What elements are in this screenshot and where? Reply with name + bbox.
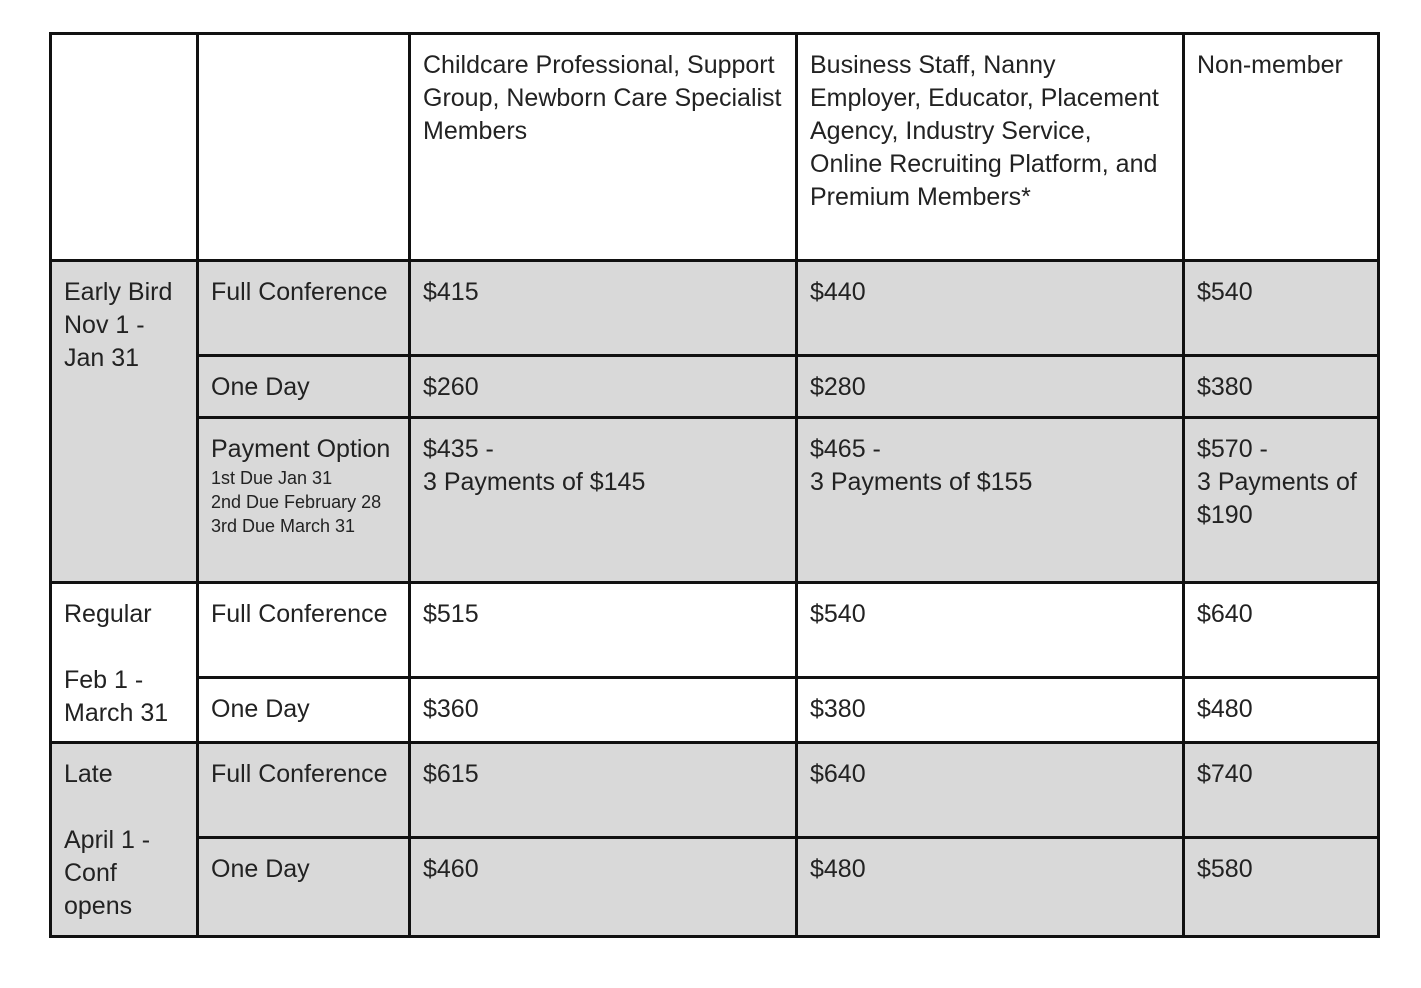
period-range-mid: Conf (64, 859, 117, 887)
header-cell-option (198, 34, 410, 261)
due-date-note: 3rd Due March 31 (211, 516, 356, 536)
table-row (51, 678, 1379, 743)
option-label: One Day (198, 838, 410, 937)
header-cell-tier3: Non-member (1184, 34, 1379, 261)
table-row (51, 583, 1379, 678)
period-range-end: March 31 (64, 699, 169, 727)
price-cell: $640 (1184, 583, 1379, 678)
table-row (51, 418, 1379, 583)
price-cell: $380 (797, 678, 1184, 743)
price-cell (410, 418, 797, 583)
price-cell: $360 (410, 678, 797, 743)
payment-total: $435 - (423, 435, 494, 463)
price-cell (797, 418, 1184, 583)
due-date-note: 1st Due Jan 31 (211, 468, 333, 488)
period-name: Regular (64, 600, 152, 628)
payment-total: $570 - (1197, 435, 1268, 463)
option-label: Payment Option (211, 435, 391, 463)
header-cell-period (51, 34, 198, 261)
price-cell: $460 (410, 838, 797, 937)
price-cell: $440 (797, 261, 1184, 356)
pricing-table (49, 32, 1380, 938)
payment-detail: 3 Payments of $155 (810, 468, 1033, 496)
period-name: Late (64, 760, 113, 788)
price-cell: $540 (1184, 261, 1379, 356)
price-cell: $380 (1184, 356, 1379, 418)
payment-detail: 3 Payments of $145 (423, 468, 646, 496)
payment-detail: 3 Payments of $190 (1197, 468, 1357, 529)
period-cell-early-bird (51, 261, 198, 583)
due-date-note: 2nd Due February 28 (211, 492, 382, 512)
price-cell (1184, 418, 1379, 583)
price-cell: $540 (797, 583, 1184, 678)
price-cell: $640 (797, 743, 1184, 838)
payment-total: $465 - (810, 435, 881, 463)
price-cell: $580 (1184, 838, 1379, 937)
price-cell: $260 (410, 356, 797, 418)
table-row (51, 743, 1379, 838)
price-cell: $615 (410, 743, 797, 838)
price-cell: $740 (1184, 743, 1379, 838)
option-label: Full Conference (198, 261, 410, 356)
price-cell: $480 (797, 838, 1184, 937)
price-cell: $480 (1184, 678, 1379, 743)
option-label: Full Conference (198, 743, 410, 838)
period-cell-late (51, 743, 198, 937)
table-row (51, 356, 1379, 418)
period-range-start: Feb 1 - (64, 666, 144, 694)
period-range-end: opens (64, 892, 133, 920)
option-label: One Day (198, 678, 410, 743)
spacer (64, 631, 184, 664)
header-row (51, 34, 1379, 261)
option-label: One Day (198, 356, 410, 418)
period-range-start: Nov 1 - (64, 311, 145, 339)
period-cell-regular (51, 583, 198, 743)
period-range-start: April 1 - (64, 826, 151, 854)
period-name: Early Bird (64, 278, 173, 306)
price-cell: $280 (797, 356, 1184, 418)
table-row (51, 261, 1379, 356)
option-label: Full Conference (198, 583, 410, 678)
period-range-end: Jan 31 (64, 344, 140, 372)
price-cell: $415 (410, 261, 797, 356)
option-cell-payment (198, 418, 410, 583)
header-cell-tier2: Business Staff, Nanny Employer, Educator, Placement Agency, Industry Service, Online Recruiting Platform, and Premium Members* (797, 34, 1184, 261)
table-row (51, 838, 1379, 937)
price-cell: $515 (410, 583, 797, 678)
spacer (64, 791, 184, 824)
header-cell-tier1: Childcare Professional, Support Group, Newborn Care Specialist Members (410, 34, 797, 261)
